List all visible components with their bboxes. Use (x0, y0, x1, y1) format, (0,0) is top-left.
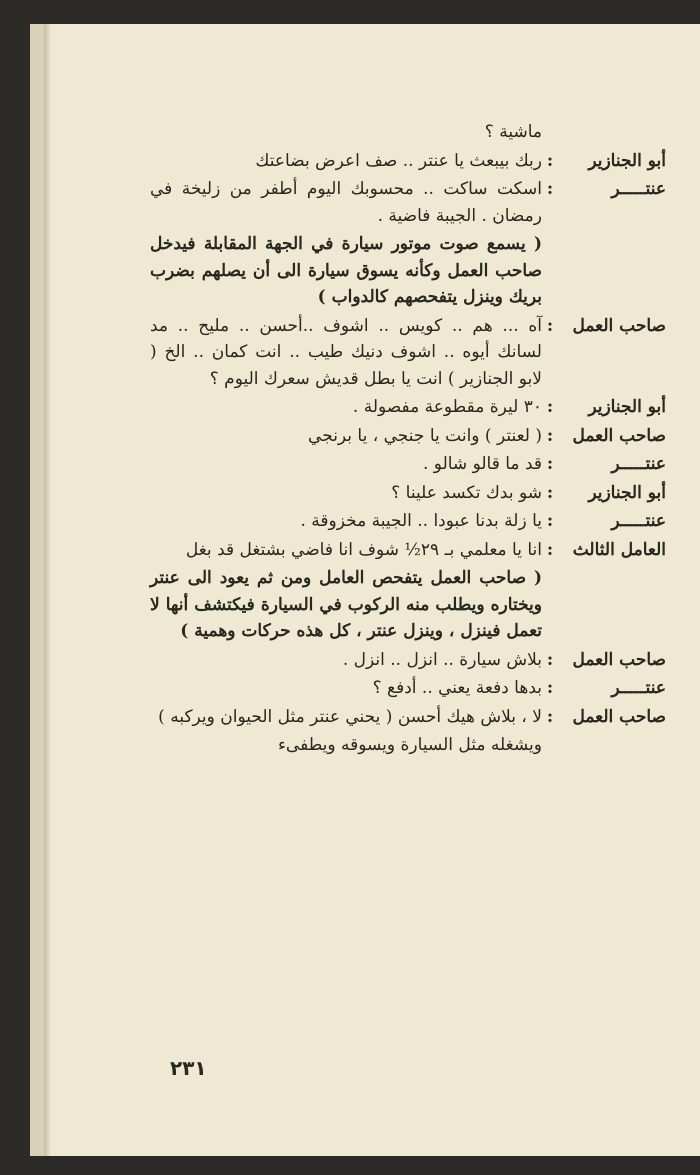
dialogue-text: شو بدك تكسد علينا ؟ (391, 482, 542, 503)
dialogue-text: اسكت ساكت .. محسوبك اليوم أطفر من زليخة في رمضان . الجيبة فاضية . (150, 179, 542, 226)
dialogue-text: انا يا معلمي بـ ٢٩½ شوف انا فاضي بشتغل قد بغل (185, 539, 542, 560)
stage-direction: ( يسمع صوت موتور سيارة في الجهة المقابلة فيدخل صاحب العمل وكأنه يسوق سيارة الى أن يصلهم بضرب بريك وينزل يتفحصهم كالدواب ) (150, 234, 542, 307)
speaker-name: أبو الجنازير (588, 397, 666, 417)
speaker-name: صاحب العمل (572, 706, 666, 727)
dialogue-line (150, 537, 666, 564)
speaker-colon: : (546, 397, 554, 417)
speaker-name: صاحب العمل (572, 315, 666, 336)
dialogue-line (150, 647, 666, 674)
speaker-name: العامل الثالث (572, 539, 666, 560)
stage-direction-line (150, 565, 666, 645)
speaker-colon: : (546, 649, 554, 670)
speaker-name: أبو الجنازير (588, 482, 666, 503)
speaker-colon: : (546, 315, 554, 336)
speaker-colon: : (546, 425, 554, 446)
dialogue-line (150, 423, 666, 450)
speaker-name: عنتـــــر (611, 454, 666, 474)
dialogue-text: ويشغله مثل السيارة ويسوقه ويطفىء (277, 735, 542, 755)
speaker-colon: : (546, 539, 554, 560)
dialogue-line (150, 704, 666, 731)
dialogue-line (150, 508, 666, 535)
dialogue-text: آه ... هم .. كويس .. اشوف ..أحسن .. مليح .. مد لسانك أيوه .. اشوف دنيك طيب .. انت كمان .. الخ ( لابو الجنازير ) انت يا بطل قديش سعرك اليوم ؟ (150, 315, 542, 389)
dialogue-line (150, 451, 666, 478)
dialogue-text: قد ما قالو شالو . (422, 454, 542, 474)
speaker-colon: : (546, 454, 554, 474)
stage-direction: ( صاحب العمل يتفحص العامل ومن ثم يعود الى عنتر ويختاره ويطلب منه الركوب في السيارة فيكتشف أنها لا تعمل فينزل ، وينزل عنتر ، كل هذه حركات وهمية ) (150, 568, 542, 641)
speaker-name: عنتـــــر (611, 179, 666, 199)
speaker-colon: : (546, 482, 554, 503)
dialogue-text: ربك بيبعث يا عنتر .. صف اعرض بضاعتك (255, 150, 542, 171)
dialogue-line (150, 732, 666, 759)
dialogue-text: لا ، بلاش هيك أحسن ( يحني عنتر مثل الحيوان ويركبه ) (158, 706, 542, 727)
dialogue-line (150, 119, 666, 146)
dialogue-text: بلاش سيارة .. انزل .. انزل . (342, 649, 542, 670)
dialogue-line (150, 176, 666, 229)
dialogue-text: ( لعنتر ) وانت يا جنجي ، يا برنجي (308, 425, 542, 446)
dialogue-text: بدها دفعة يعني .. أدفع ؟ (372, 678, 542, 698)
speaker-name: عنتـــــر (611, 678, 666, 698)
book-page (30, 24, 700, 1156)
dialogue-line (150, 313, 666, 393)
speaker-colon: : (546, 678, 554, 698)
play-text (150, 119, 666, 761)
dialogue-line (150, 394, 666, 421)
speaker-colon: : (546, 706, 554, 727)
stage-direction-line (150, 231, 666, 311)
dialogue-text: ٣٠ ليرة مقطوعة مفصولة . (352, 397, 542, 417)
speaker-colon: : (546, 150, 554, 171)
speaker-name: صاحب العمل (572, 649, 666, 670)
page-edge (44, 24, 50, 1156)
dialogue-line (150, 480, 666, 507)
speaker-colon: : (546, 179, 554, 199)
dialogue-text: ماشية ؟ (484, 122, 542, 142)
speaker-colon: : (546, 511, 554, 531)
dialogue-line (150, 148, 666, 175)
speaker-name: عنتـــــر (611, 511, 666, 531)
dialogue-text: يا زلة بدنا عبودا .. الجيبة مخزوقة . (300, 511, 542, 531)
speaker-name: أبو الجنازير (588, 150, 666, 171)
speaker-name: صاحب العمل (572, 425, 666, 446)
dialogue-line (150, 675, 666, 702)
page-number: ٢٣١ (170, 1056, 207, 1080)
